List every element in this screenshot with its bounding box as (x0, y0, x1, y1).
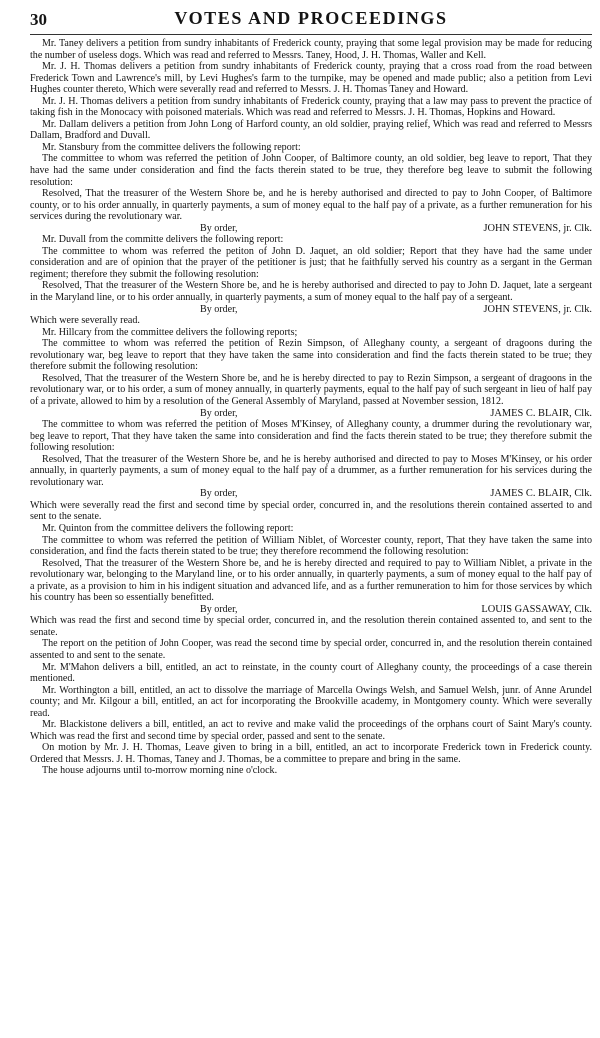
paragraph: The committee to whom was referred the petition of John Cooper, of Baltimore county, an old soldier, beg leave to report, That they have had the same under consideration and find the facts therein stated to be true, they therefore beg leave to submit the following resolution: (30, 153, 592, 188)
signature-line (30, 223, 592, 235)
paragraph: Which were severally read the first and second time by special order, concurred in, and the resolutions therein contained asserted to and sent to the senate. (30, 499, 592, 523)
paragraph: The committee to whom was referred the petition of Moses M'Kinsey, of Alleghany county, a drummer during the revolutionary war, beg leave to report, That they have taken the same into consideration and find the facts therein stated to be true; they therefore submit the following resolution: (30, 419, 592, 454)
paragraph: On motion by Mr. J. H. Thomas, Leave given to bring in a bill, entitled, an act to incorporate Frederick town in Frederick county. Ordered that Messrs. J. H. Thomas, Taney and J. Thomas, be a committee to prepare and bring in the same. (30, 742, 592, 765)
paragraph: Which was read the first and second time by special order, concurred in, and the resolution therein contained assented to, and sent to the senate. (30, 615, 592, 638)
by-order-label: By order, (200, 488, 238, 500)
clerk-signature: JAMES C. BLAIR, Clk. (490, 407, 592, 419)
paragraph: The committee to whom was referred the petition of William Niblet, of Worcester county, report, That they have taken the same into consideration, and find the facts therein stated to be true; they therefore recommend the following resolution: (30, 534, 592, 558)
paragraph: Mr. M'Mahon delivers a bill, entitled, an act to reinstate, in the county court of Alleghany county, the proceedings of a case therein mentioned. (30, 661, 592, 685)
paragraph: Mr. Dallam delivers a petition from John Long of Harford county, an old soldier, praying relief, Which was read and referred to Messrs Dallam, Bradford and Duvall. (30, 118, 592, 142)
paragraph: Mr. Duvall from the committe delivers the following report: (42, 234, 284, 246)
paragraph: The committee to whom was referred the petiton of John D. Jaquet, an old soldier; Report that they have had the same under consideration and are of opinion that the prayer of the petitioner is just; that he faithfully served his country as a sergant in the German regiment; therefore they submit the following resolution: (30, 245, 592, 280)
paragraph: The report on the petition of John Cooper, was read the second time by special order, concurred in, and the resolution therein contained assented to and sent to the senate. (30, 638, 592, 661)
paragraph: The house adjourns until to-morrow morning nine o'clock. (42, 765, 278, 777)
page-header (30, 8, 592, 35)
paragraph: The committee to whom was referred the petition of Rezin Simpson, of Alleghany county, a sergeant of dragoons during the revolutionary war, beg leave to report that they have taken the same into consideration and find the facts therein stated to be true; they therefore submit the following resolution: (30, 338, 592, 373)
page-title: VOTES AND PROCEEDINGS (174, 8, 448, 28)
paragraph: Mr. Taney delivers a petition from sundry inhabitants of Frederick county, praying that some legal provision may be made for reducing the number of useless dogs. Which was read and referred to Messrs. Taney, Hood, J. H. Thomas, Waller and Kell. (30, 38, 592, 61)
by-order-label: By order, (200, 603, 238, 615)
paragraph: Mr. Worthington a bill, entitled, an act to dissolve the marriage of Marcella Owings Welsh, and Samuel Welsh, junr. of Anne Arundel county; and Mr. Kilgour a bill, entitled, an act for incorporating the Brookville academy, in Montgomery county. Which were severally read. (30, 684, 592, 719)
signature-line (30, 304, 592, 316)
paragraph: Resolved, That the treasurer of the Western Shore be, and he is hereby authorised and directed to pay to John Cooper, of Baltimore county, or to his order annually, in quarterly payments, a sum of money equal to the half pay of a private, as a further remuneration for his services during the revolutionary war. (30, 188, 592, 223)
clerk-signature: LOUIS GASSAWAY, Clk. (481, 603, 592, 615)
clerk-signature: JAMES C. BLAIR, Clk. (490, 488, 592, 500)
paragraph: Resolved, That the treasurer of the Western Shore be, and he is hereby directed and required to pay to William Niblet, a private in the revolutionary war, belonging to the Maryland line, or to his order annually, in quarterly payments, a sum of money equal to the half pay of a private, as a provision to him in his indigent situation and advanced life, and as a further remuneration to him for those services by which his country has been so essentially benefitted. (30, 557, 592, 604)
paragraph: Mr. J. H. Thomas delivers a petition from sundry inhabitants of Frederick county, praying that a cross road from the road between Frederick Town and Lawrence's mill, by Levi Hughes's farm to the turnpike, may be opened and made public; also a petition from Levi Hughes counter thereto, Which were severally read and referred to Messrs. J. H. Thomas Taney and Howard. (30, 61, 592, 96)
paragraph: Resolved, That the treasurer of the Western Shore be, and he is hereby directed to pay to Rezin Simpson, a sergeant of dragoons in the revolutionary war, or to his order, a sum of money annually, in quarterly payments, equal to the half pay of such sergeant in lieu of half pay of a private, allowed to him by a resolution of the General Assembly of Maryland, passed at November session, 1812. (30, 372, 592, 407)
clerk-signature: JOHN STEVENS, jr. Clk. (483, 303, 592, 315)
paragraph: Mr. Stansbury from the committee delivers the following report: (42, 141, 301, 153)
document-body (30, 38, 592, 777)
paragraph: Resolved, That the treasurer of the Western Shore be, and he is hereby authorised and directed to pay to John D. Jaquet, late a sergeant in the Maryland line, or to his order annually, in quarterly payments, a sum of money equal to the half pay of a sergeant. (30, 280, 592, 304)
paragraph: Mr. J. H. Thomas delivers a petition from sundry inhabitants of Frederick county, praying that a law may pass to prevent the practice of taking fish in the Monocacy with poisoned materials. Which was read and referred to Messrs. J. H. Thomas, Hopkins and Howard. (30, 95, 592, 119)
signature-line (30, 604, 592, 616)
by-order-label: By order, (200, 407, 238, 419)
paragraph: Which were severally read. (30, 315, 140, 327)
paragraph: Mr. Hillcary from the committee delivers the following reports; (42, 326, 298, 338)
signature-line (30, 408, 592, 420)
page-number: 30 (30, 10, 47, 29)
by-order-label: By order, (200, 303, 238, 315)
by-order-label: By order, (200, 222, 238, 234)
paragraph: Resolved, That the treasurer of the Western Shore be, and he is hereby authorised and directed to pay to Moses M'Kinsey, or his order annually, in quarterly payments, a sum of money equal to the half pay of a drummer, as a further remuneration for his services during the revolutionary war. (30, 453, 592, 488)
paragraph: Mr. Blackistone delivers a bill, entitled, an act to revive and make valid the proceedings of the orphans court of Saint Mary's county. Which was read the first and second time by special order, passed and sent to the senate. (30, 719, 592, 742)
signature-line (30, 488, 592, 500)
paragraph: Mr. Quinton from the committee delivers the following report: (42, 522, 294, 534)
clerk-signature: JOHN STEVENS, jr. Clk. (483, 222, 592, 234)
